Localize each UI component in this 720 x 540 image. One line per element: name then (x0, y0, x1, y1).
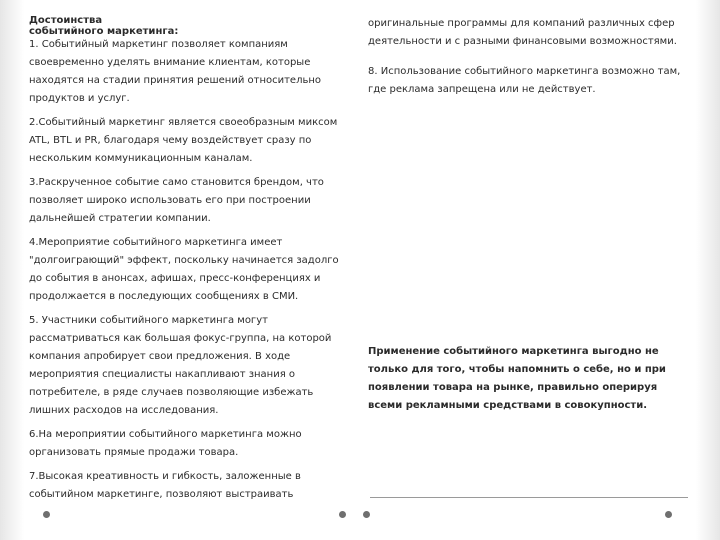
advantage-item-8: 8. Использование событийного маркетинга возможно там, где реклама запрещена или не действует. (368, 66, 681, 95)
advantage-item-4: 4.Мероприятие событийного маркетинга имеет "долгоиграющий" эффект, поскольку начинается задолго до события в анонсах, афишах, пресс-конференциях и продолжается в последующих сообщениях в СМИ. (29, 237, 339, 302)
corner-dot-icon (363, 511, 370, 518)
corner-dot-icon (665, 511, 672, 518)
left-column (29, 15, 351, 504)
advantage-item-1: 1. Событийный маркетинг позволяет компаниям своевременно уделять внимание клиентам, которые находятся на стадии принятия решений относительно продуктов и услуг. (29, 39, 322, 104)
advantage-item-3: 3.Раскрученное событие само становится брендом, что позволяет широко использовать его при построении дальнейшей стратегии компании. (29, 177, 324, 224)
conclusion-text: Применение событийного маркетинга выгодно не только для того, чтобы напомнить о себе, но и при появлении товара на рынке, правильно оперируя всеми рекламными средствами в совокупности. (368, 346, 666, 411)
advantages-heading: Достоинства событийного маркетинга: (29, 15, 179, 37)
advantage-item-6: 6.На мероприятии событийного маркетинга можно организовать прямые продажи товара. (29, 429, 302, 458)
advantage-item-7-continued: оригинальные программы для компаний различных сфер деятельности и с разными финансовыми возможностями. (368, 18, 677, 47)
advantage-item-2: 2.Событийный маркетинг является своеобразным миксом ATL, BTL и PR, благодаря чему воздействует сразу по нескольким коммуникационным каналам. (29, 117, 338, 164)
advantage-item-5: 5. Участники событийного маркетинга могут рассматриваться как большая фокус-группа, на которой компания апробирует свои предложения. В ходе мероприятия специалисты накапливают знания о потребителе, в ряде случаев позволяющие избежать лишних расходов на исследования. (29, 315, 332, 416)
corner-dot-icon (339, 511, 346, 518)
corner-dot-icon (43, 511, 50, 518)
advantage-item-7: 7.Высокая креативность и гибкость, заложенные в событийном маркетинге, позволяют выстраивать (29, 471, 301, 500)
right-column (368, 15, 698, 99)
footer-divider (370, 497, 688, 498)
